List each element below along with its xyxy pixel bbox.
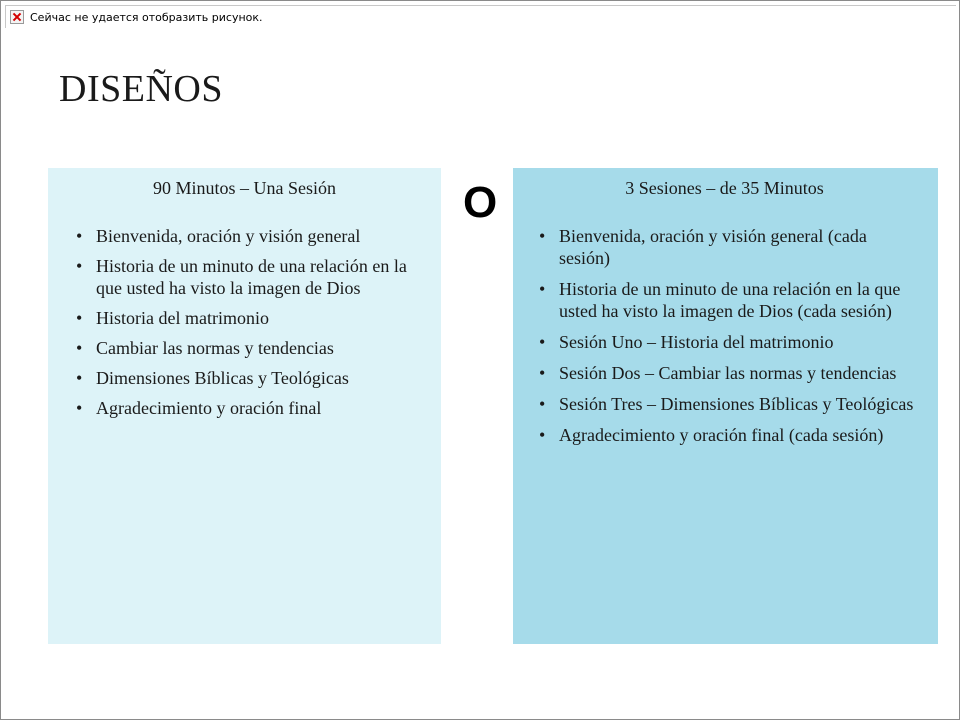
left-panel-list [76, 225, 423, 419]
left-panel-heading: 90 Minutos – Una Sesión [152, 178, 336, 198]
list-item: • Bienvenida, oración y visión general (cada sesión) [539, 225, 920, 269]
right-panel [513, 168, 938, 644]
list-item: • Historia de un minuto de una relación en la que usted ha visto la imagen de Dios [76, 255, 423, 299]
list-item: • Historia de un minuto de una relación en la que usted ha visto la imagen de Dios (cada sesión) [539, 278, 920, 322]
list-item: • Sesión Uno – Historia del matrimonio [539, 331, 920, 353]
list-item: • Historia del matrimonio [76, 307, 423, 329]
list-item: • Sesión Dos – Cambiar las normas y tendencias [539, 362, 920, 384]
left-panel [48, 168, 441, 644]
right-panel-heading: 3 Sesiones – de 35 Minutos [625, 178, 824, 198]
or-separator: O [463, 178, 498, 227]
broken-image-icon [10, 10, 24, 24]
list-item: • Sesión Tres – Dimensiones Bíblicas y Teológicas [539, 393, 920, 415]
right-panel-list [539, 225, 920, 446]
list-item: • Dimensiones Bíblicas y Teológicas [76, 367, 423, 389]
broken-image-placeholder [5, 5, 956, 28]
slide-title: DISEÑOS [59, 68, 223, 110]
list-item: • Cambiar las normas y tendencias [76, 337, 423, 359]
list-item: • Agradecimiento y oración final (cada sesión) [539, 424, 920, 446]
list-item: • Agradecimiento y oración final [76, 397, 423, 419]
broken-image-text: Сейчас не удается отобразить рисунок. [30, 10, 263, 24]
list-item: • Bienvenida, oración y visión general [76, 225, 423, 247]
